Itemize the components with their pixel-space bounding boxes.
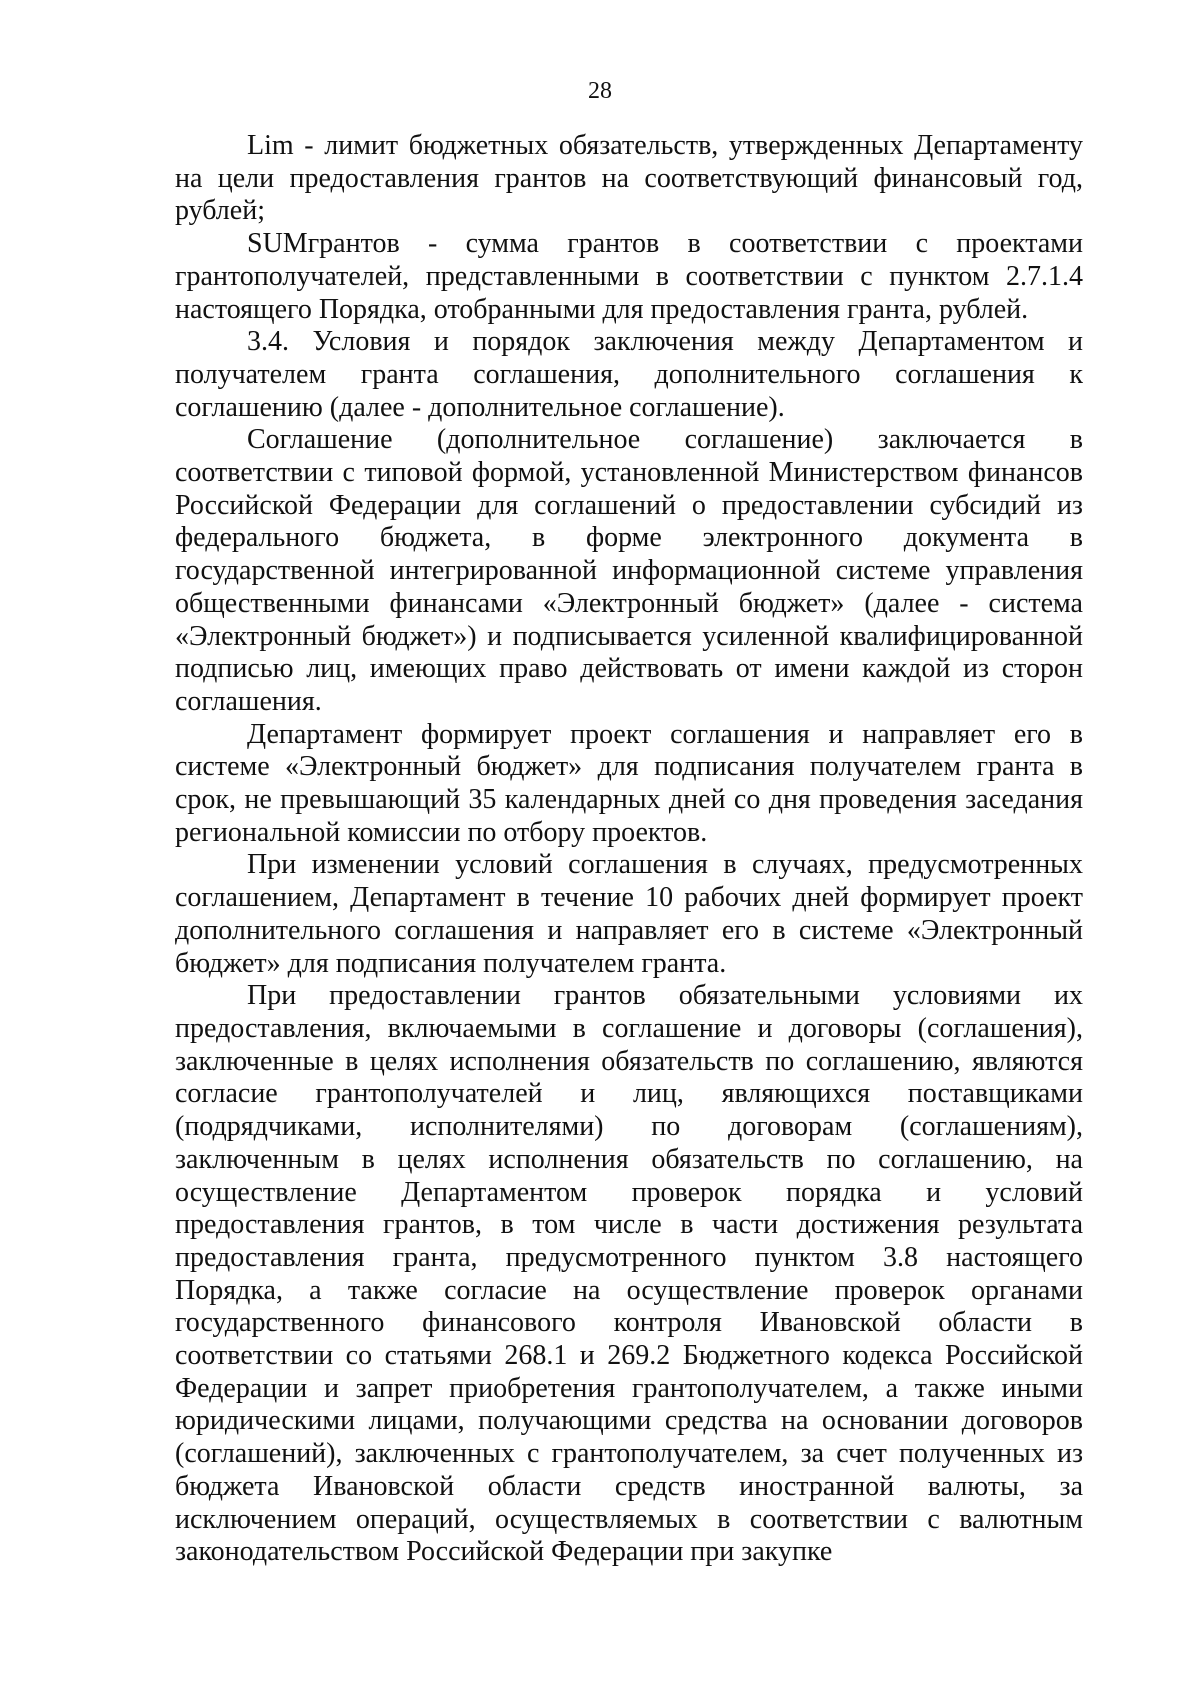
- paragraph-lim-definition: Lim - лимит бюджетных обязательств, утвержденных Департаменту на цели предоставления грантов на соответствующий финансовый год, рублей;: [175, 130, 1083, 227]
- paragraph-agreement-form: Соглашение (дополнительное соглашение) заключается в соответствии с типовой формой, установленной Министерством финансов Российской Федерации для соглашений о предоставлении субсидий из федерального бюджета, в форме электронного документа в государственной интегрированной информационной системе управления общественными финансами «Электронный бюджет» (далее - система «Электронный бюджет») и подписывается усиленной квалифицированной подписью лиц, имеющих право действовать от имени каждой из сторон соглашения.: [175, 424, 1083, 717]
- paragraph-sum-definition: SUMгрантов - сумма грантов в соответствии с проектами грантополучателей, представленными в соответствии с пунктом 2.7.1.4 настоящего Порядка, отобранными для предоставления гранта, рублей.: [175, 228, 1083, 325]
- paragraph-agreement-changes: При изменении условий соглашения в случаях, предусмотренных соглашением, Департамент в течение 10 рабочих дней формирует проект дополнительного соглашения и направляет его в системе «Электронный бюджет» для подписания получателем гранта.: [175, 849, 1083, 979]
- paragraph-mandatory-conditions: При предоставлении грантов обязательными условиями их предоставления, включаемыми в соглашение и договоры (соглашения), заключенные в целях исполнения обязательств по соглашению, являются согласие грантополучателей и лиц, являющихся поставщиками (подрядчиками, исполнителями) по договорам (соглашениям), заключенным в целях исполнения обязательств по соглашению, на осуществление Департаментом проверок порядка и условий предоставления грантов, в том числе в части достижения результата предоставления гранта, предусмотренного пунктом 3.8 настоящего Порядка, а также согласие на осуществление проверок органами государственного финансового контроля Ивановской области в соответствии со статьями 268.1 и 269.2 Бюджетного кодекса Российской Федерации и запрет приобретения грантополучателем, а также иными юридическими лицами, получающими средства на основании договоров (соглашений), заключенных с грантополучателем, за счет полученных из бюджета Ивановской области средств иностранной валюты, за исключением операций, осуществляемых в соответствии с валютным законодательством Российской Федерации при закупке: [175, 980, 1083, 1568]
- page-number: 28: [588, 78, 612, 104]
- paragraph-section-3-4: 3.4. Условия и порядок заключения между Департаментом и получателем гранта соглашения, дополнительного соглашения к соглашению (далее - дополнительное соглашение).: [175, 326, 1083, 423]
- document-body: [175, 130, 1083, 1569]
- paragraph-draft-agreement: Департамент формирует проект соглашения и направляет его в системе «Электронный бюджет» для подписания получателем гранта в срок, не превышающий 35 календарных дней со дня проведения заседания региональной комиссии по отбору проектов.: [175, 718, 1083, 848]
